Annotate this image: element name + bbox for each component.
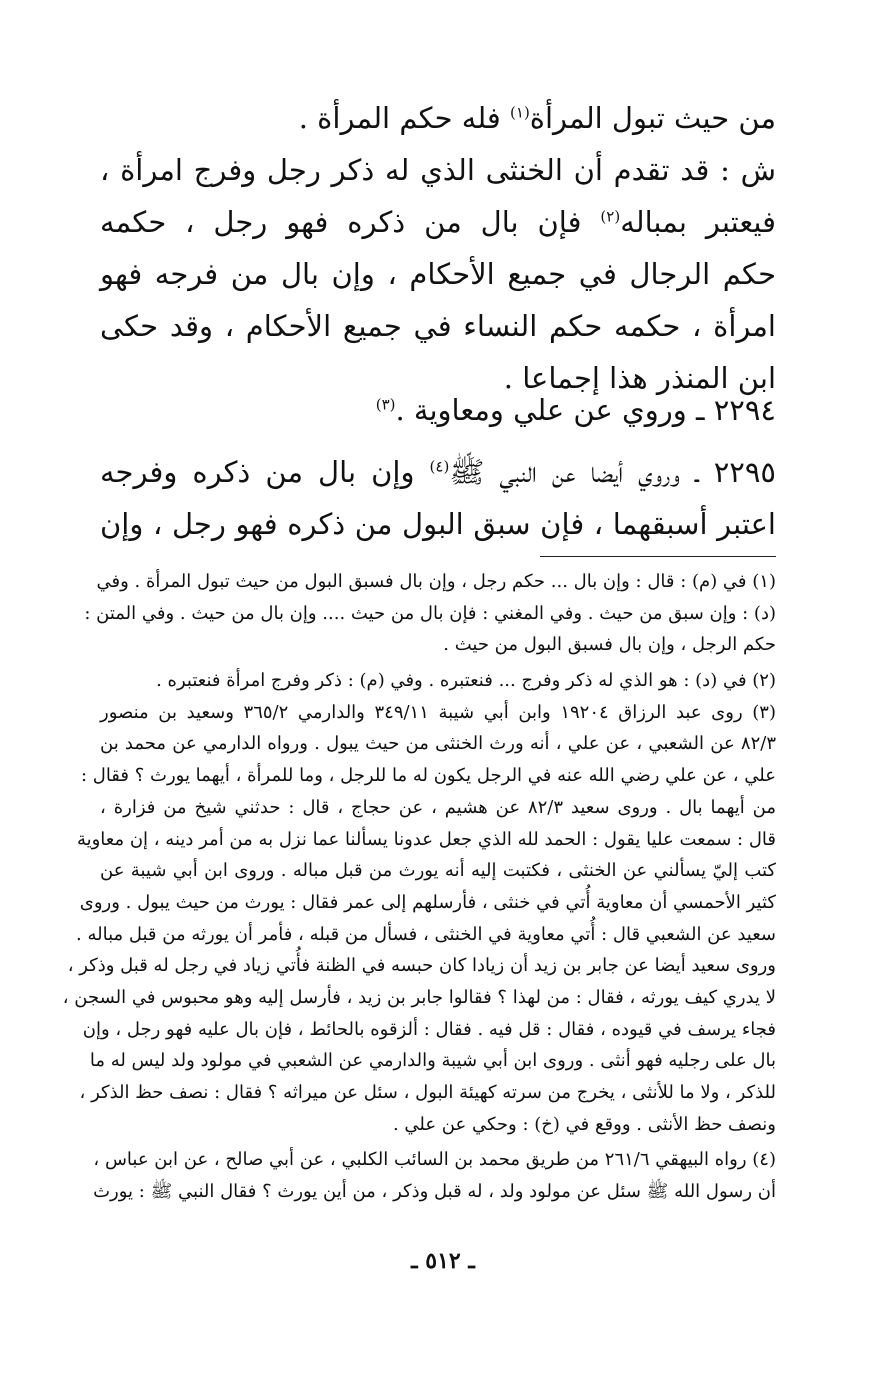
- footnote-line: علي ، عن علي رضي الله عنه في الرجل يكون له ما للرجل ، وما للمرأة ، أيهما يورث ؟ فقال :: [80, 765, 776, 787]
- footnote-line: (٢) في (د) : هو الذي له ذكر وفرج ... فنعتبره . وفي (م) : ذكر وفرج امرأة فنعتبره .: [156, 670, 776, 692]
- footnotes: [62, 566, 776, 1208]
- footnote-marker: (٢): [600, 207, 621, 226]
- footnote-line: كثير الأحمسي أن معاوية أُتي في خنثى ، فأرسلهم إلى عمر فقال : يورث من حيث يبول . وروى: [79, 891, 776, 913]
- footnote-line: من أيهما بال . وروى سعيد ٨٢/٣ عن هشيم ، عن حجاج ، قال : حدثني شيخ من فزارة ،: [100, 796, 776, 818]
- main-line: ش : قد تقدم أن الخنثى الذي له ذكر رجل وفرج امرأة ،: [100, 153, 776, 187]
- footnote-line: بال على رجليه فهو أنثى . وروى ابن أبي شيبة والدارمي عن الشعبي في مولود ولد ليس له ما: [89, 1050, 776, 1072]
- footnote-line: أن رسول الله ﷺ سئل عن مولود ولد ، له قبل وذكر ، من أين يورث ؟ فقال النبي ﷺ : يورث: [93, 1181, 776, 1203]
- main-line: من حيث تبول المرأة$^{(١)}$ فله حكم المرأة .: [298, 101, 776, 135]
- footnote-1: [84, 566, 776, 661]
- footnote-line: ٨٢/٣ عن الشعبي ، عن علي ، أنه ورث الخنثى من حيث يبول . ورواه الدارمي عن محمد بن: [100, 733, 776, 755]
- footnote-line: فجاء يرسف في قيوده ، فقال : قل فيه . فقال : ألزقوه بالحائط ، فإن بال عليه فهو رجل ، وإن: [82, 1018, 776, 1040]
- footnote-divider: [540, 556, 776, 557]
- main-line: ابن المنذر هذا إجماعا .: [503, 361, 776, 395]
- main-line: فيعتبر بمباله$^{(٢)}$ فإن بال من ذكره فهو رجل ، حكمه: [100, 205, 776, 239]
- main-line: حكم الرجال في جميع الأحكام ، وإن بال من فرجه فهو: [100, 257, 776, 291]
- main-line: اعتبر أسبقهما ، فإن سبق البول من ذكره فهو رجل ، وإن: [100, 507, 776, 541]
- footnote-line: حكم الرجل ، وإن بال فسبق البول من حيث .: [443, 634, 776, 656]
- footnote-line: (٣) روى عبد الرزاق ١٩٢٠٤ وابن أبي شيبة ٣٤٩/١١ والدارمي ٣٦٥/٢ وسعيد بن منصور: [100, 701, 776, 723]
- main-line: امرأة ، حكمه حكم النساء في جميع الأحكام ، وقد حكى: [100, 309, 776, 343]
- footnote-line: ونصف حظ الأنثى . ووقع في (خ) : وحكي عن علي .: [392, 1113, 776, 1135]
- footnote-line: سعيد عن الشعبي قال : أُتي معاوية في الخنثى ، فسأل من قبله ، فأمر أن يورثه من قبل مباله .: [76, 923, 776, 945]
- footnote-line: وروى سعيد أيضا عن جابر بن زيد أن زيادا كان حبسه في الظنة فأُتي زياد في رجل له قبل وذكر ،: [67, 955, 776, 977]
- main-line: ٢٢٩٥ ـ وروي أيضا عن النبي ﷺ$^{(٤)}$ وإن بال من ذكره وفرجه: [100, 455, 777, 489]
- item-2295: [100, 446, 776, 550]
- footnote-line: لا يدري كيف يورثه ، فقال : من لهذا ؟ فقالوا جابر بن زيد ، فأرسل إليه وهو محبوس في السجن ،: [62, 986, 776, 1008]
- footnote-line: قال : سمعت عليا يقول : الحمد لله الذي جعل عدونا يسألنا عما نزل به من أمر دينه ، إن معاوية: [76, 828, 776, 850]
- footnote-4: [93, 1144, 776, 1207]
- footnote-line: للذكر ، ولا ما للأنثى ، يخرج من سرته كهيئة البول ، سئل عن ميراثه ؟ فقال : نصف حظ الذكر ،: [79, 1082, 776, 1103]
- footnote-line: كتب إليّ يسألني عن الخنثى ، فكتبت إليه أنه يورث من قبل مباله . وروى ابن أبي شيبة عن: [100, 860, 776, 882]
- page-number: ـ ٥١٢ ـ: [411, 1248, 475, 1274]
- footnote-2: [100, 665, 776, 697]
- footnote-line: (د) : وإن سبق من حيث . وفي المغني : فإن بال من حيث .... وإن بال من حيث . وفي المتن :: [84, 602, 776, 624]
- footnote-marker: (١): [510, 103, 530, 122]
- footnote-line: (٤) رواه البيهقي ٢٦١/٦ من طريق محمد بن السائب الكلبي ، عن أبي صالح ، عن ابن عباس ،: [93, 1149, 776, 1171]
- footnote-line: (١) في (م) : قال : وإن بال ... حكم رجل ، وإن بال فسبق البول من حيث تبول المرأة . وفي: [96, 571, 776, 592]
- footnote-marker: (٣): [375, 395, 396, 414]
- footnote-marker: (٤): [429, 457, 450, 476]
- main-text-block-1: [100, 92, 776, 404]
- main-line: ٢٢٩٤ ـ وروي عن علي ومعاوية .$^{(٣)}$: [375, 393, 776, 427]
- footnote-3: [62, 697, 776, 1141]
- item-2294: [100, 384, 776, 436]
